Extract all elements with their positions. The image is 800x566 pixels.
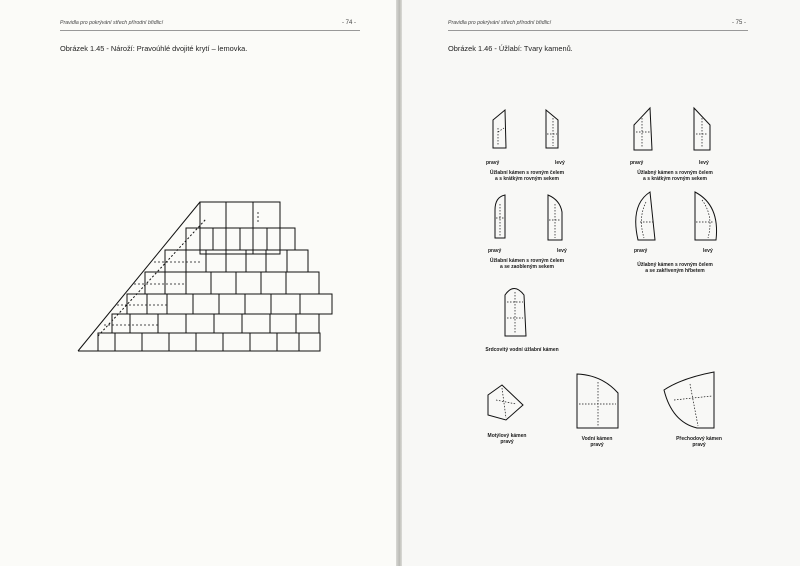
- label-left: levý: [703, 248, 713, 254]
- heart-stone-label: Srdcovitý vodní úžlabní kámen: [485, 347, 559, 353]
- label-left: levý: [699, 160, 709, 166]
- figure-2-description: Úžlabný kámen s rovným čelem a s krátkým rovným sekem: [637, 170, 713, 182]
- stone-2-right: [634, 108, 652, 150]
- page-header: Pravidla pro pokrývání střech přírodní břidlicí: [60, 20, 163, 26]
- heart-water-stone: [505, 289, 526, 337]
- label-left: levý: [555, 160, 565, 166]
- transition-stone-label: Přechodový kámen pravý: [676, 436, 722, 448]
- label-right: pravý: [634, 248, 648, 254]
- butterfly-stone-label: Motýlový kámen pravý: [487, 433, 527, 445]
- outer-hip-edge: [78, 202, 200, 351]
- figure-3-description: Úžlabní kámen s rovným čelem a se zaobleným sekem: [489, 258, 565, 270]
- right-page: [402, 0, 800, 566]
- left-page: [0, 0, 398, 566]
- stone-4-left: [695, 192, 717, 240]
- inner-hip-dash-line: [98, 219, 206, 336]
- figure-1-description: Úžlabní kámen s rovným čelem a s krátkým rovným sekem: [489, 170, 565, 182]
- transition-stone: [664, 372, 714, 428]
- label-left: levý: [557, 248, 567, 254]
- valley-stone-shapes-diagram: [402, 0, 800, 566]
- page-number: - 75 -: [732, 20, 747, 26]
- butterfly-stone: [488, 385, 523, 420]
- stone-2-left: [694, 108, 710, 150]
- label-right: pravý: [486, 160, 500, 166]
- label-right: pravý: [630, 160, 644, 166]
- figure-caption: Obrázek 1.46 - Úžlabí: Tvary kamenů.: [448, 44, 573, 53]
- page-number: - 74 -: [342, 20, 357, 26]
- figure-caption: Obrázek 1.45 - Nároží: Pravoúhlé dvojité krytí – lemovka.: [60, 44, 248, 53]
- figure-4-description: Úžlabný kámen s rovným čelem a se zakřiveným hřbetem: [637, 262, 713, 274]
- water-stone-label: Vodní kámen pravý: [581, 436, 613, 448]
- water-stone: [577, 374, 618, 428]
- stone-4-right: [636, 192, 655, 240]
- stone-1-right: [493, 110, 506, 148]
- stone-1-left: [546, 110, 558, 148]
- label-right: pravý: [488, 248, 502, 254]
- page-header: Pravidla pro pokrývání střech přírodní břidlicí: [448, 20, 551, 26]
- hip-roof-slate-diagram: [0, 0, 398, 566]
